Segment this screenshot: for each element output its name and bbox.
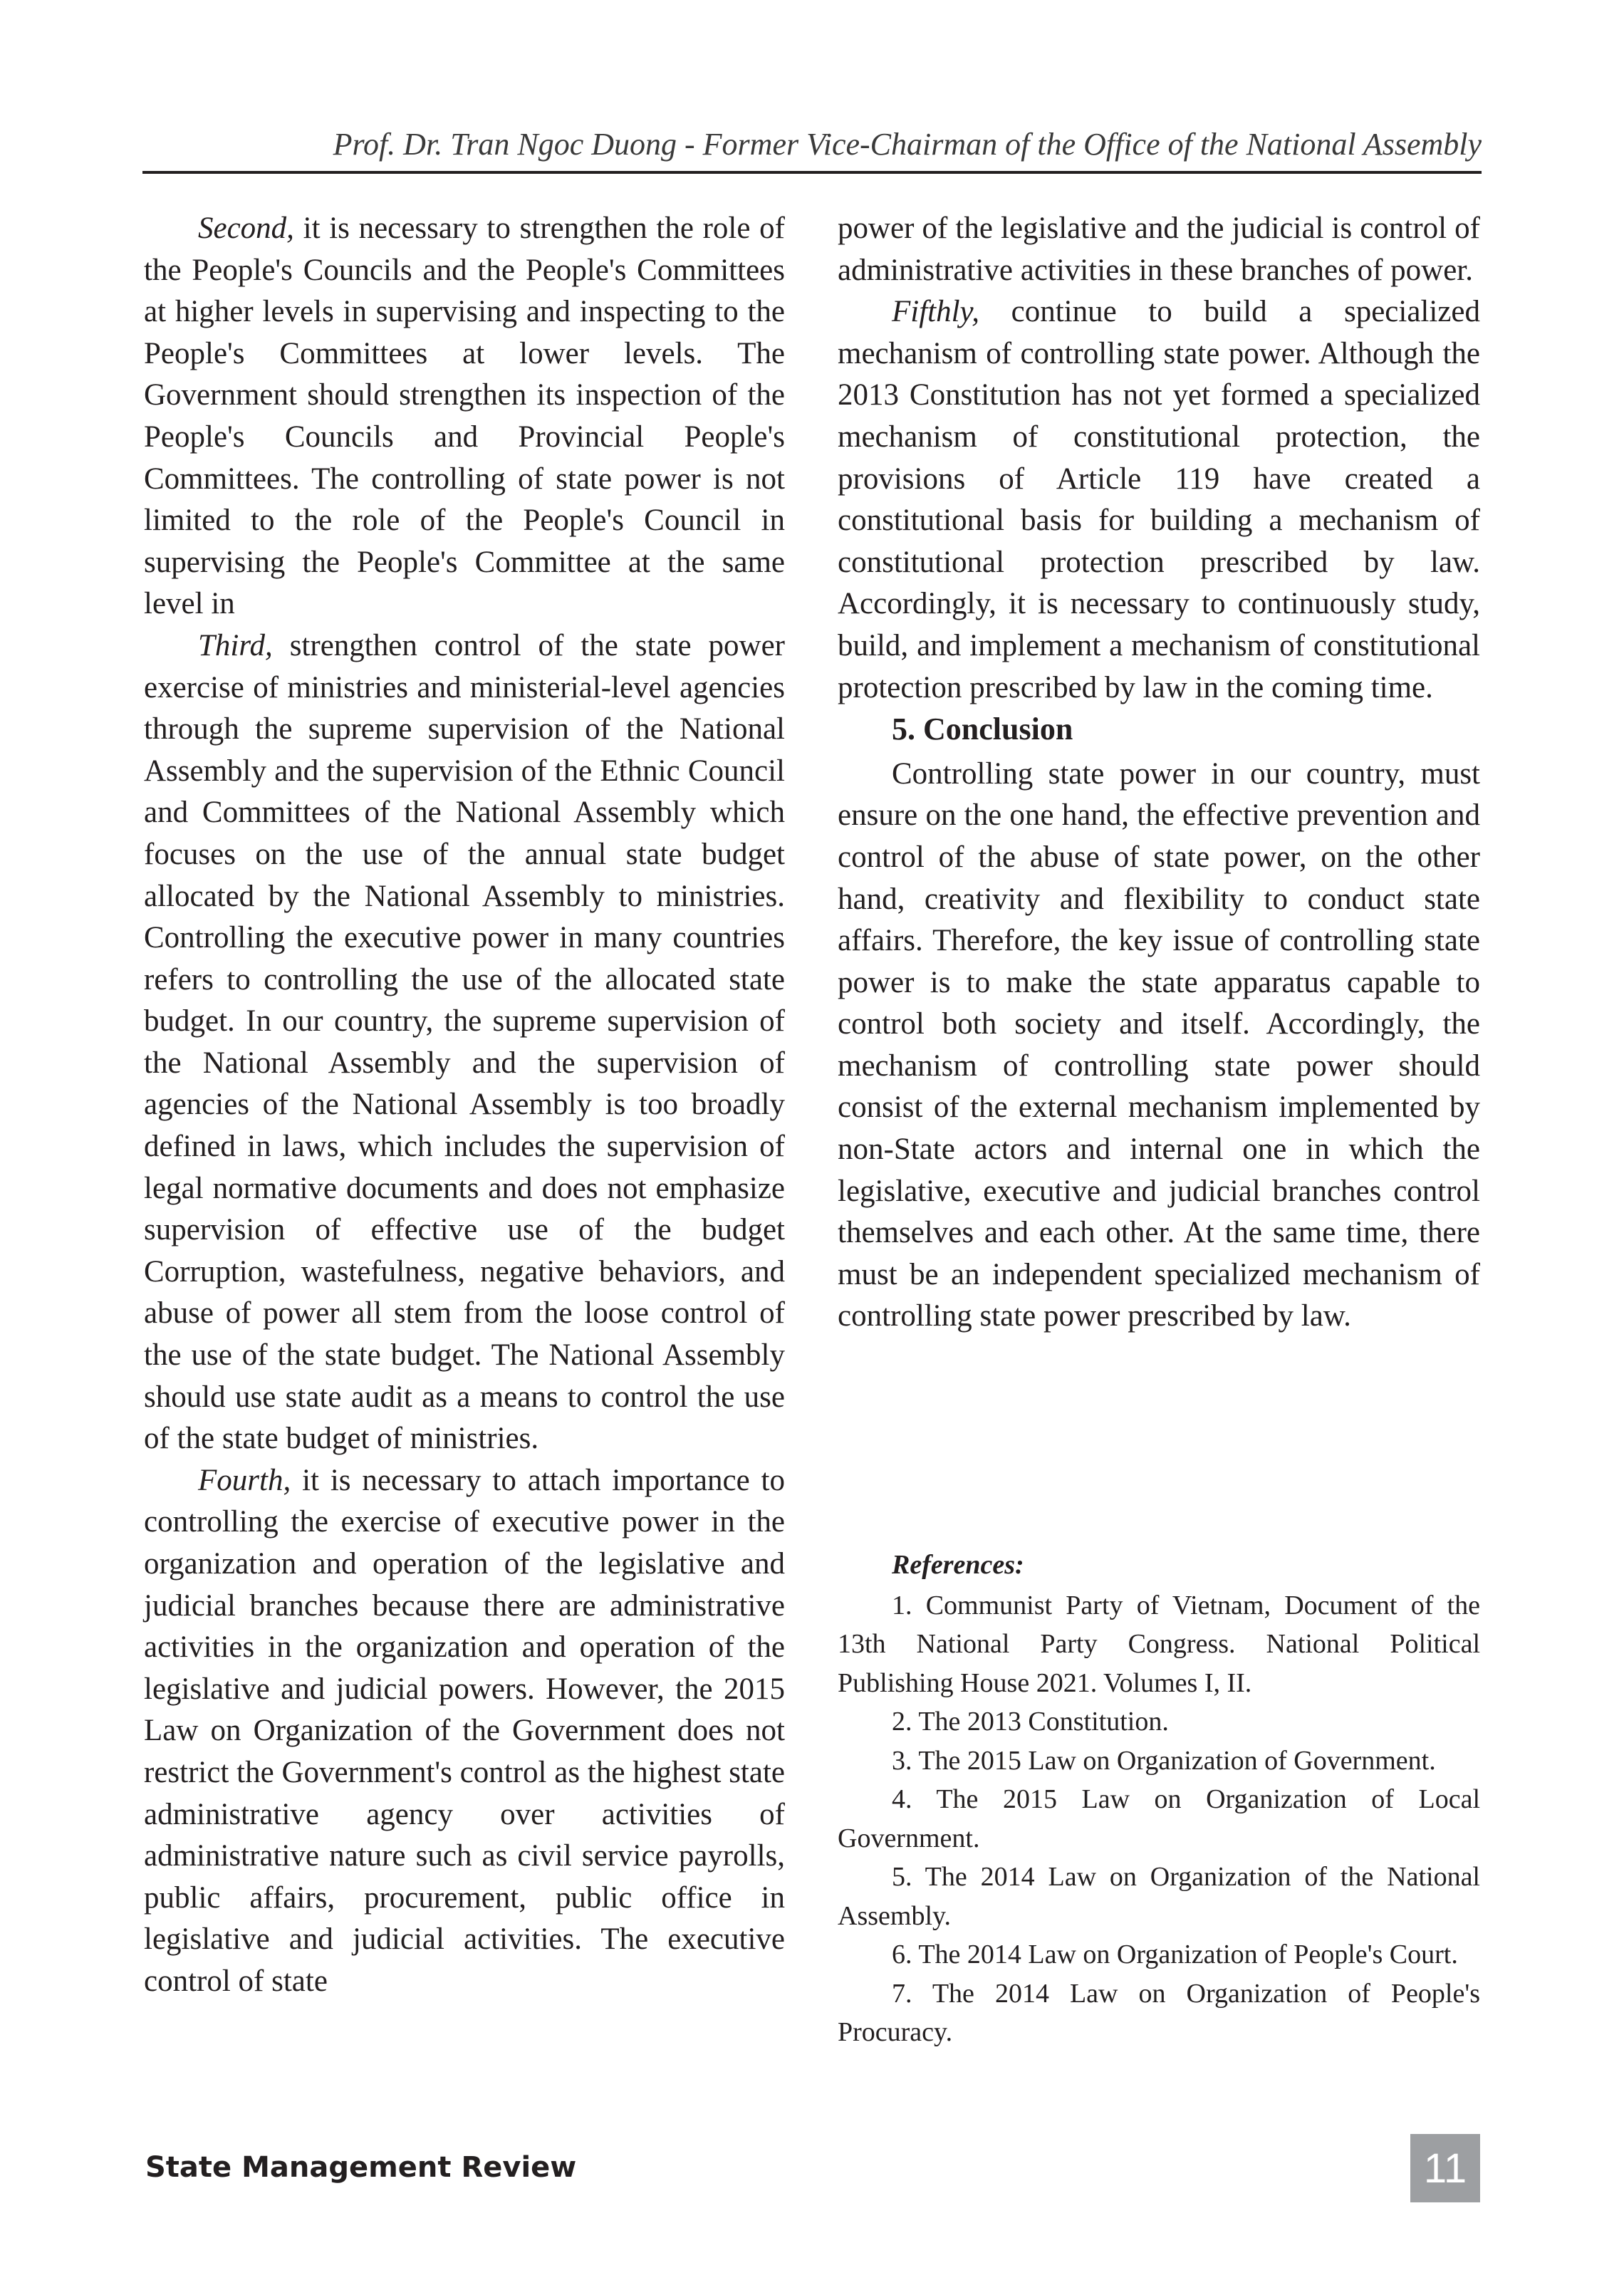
reference-item: 3. The 2015 Law on Organization of Government. xyxy=(892,1745,1436,1776)
paragraph-second xyxy=(144,208,785,625)
paragraph-body: continue to build a specialized mechanism of controlling state power. Although the 2013 Constitution has not yet formed a specialized mechanism of constitutional protection, the provisions of Article 119 have created a constitutional basis for building a mechanism of constitutional protection prescribed by law. Accordingly, it is necessary to continuously study, build, and implement a mechanism of constitutional protection prescribed by law in the coming time. xyxy=(838,295,1480,704)
reference-item: 6. The 2014 Law on Organization of People's Court. xyxy=(892,1940,1458,1969)
paragraph-lead: Fifthly, xyxy=(892,295,980,329)
paragraph-body: it is necessary to attach importance to controlling the exercise of executive power in the organization and operation of the legislative and judicial branches because there are administrative activities in the organization and operation of the legislative and judicial powers. However, the 2015 Law on Organization of the Government does not restrict the Government's control as the highest state administrative agency over activities of administrative nature such as civil service payrolls, public affairs, procurement, public office in legislative and judicial activities. The executive control of state xyxy=(144,1463,785,1998)
paragraph-body: it is necessary to strengthen the role of the People's Councils and the People's Committees at higher levels in supervising and inspecting to the People's Committees at lower levels. The Government should strengthen its inspection of the People's Councils and Provincial People's Committees. The controlling of state power is not limited to the role of the People's Council in supervising the People's Committee at the same level in xyxy=(144,212,785,621)
page-number-box xyxy=(1410,2134,1480,2202)
reference-item: 5. The 2014 Law on Organization of the National Assembly. xyxy=(838,1862,1480,1931)
running-header xyxy=(142,120,1482,174)
references-heading: References: xyxy=(892,1550,1024,1580)
paragraph-conclusion: Controlling state power in our country, must ensure on the one hand, the effective prevention and control of the abuse of state power, on the other hand, creativity and flexibility to conduct state affairs. Therefore, the key issue of controlling state power is to make the state apparatus capable to control both society and itself. Accordingly, the mechanism of controlling state power should consist of the external mechanism implemented by non-State actors and internal one in which the legislative, executive and judicial branches control themselves and each other. At the same time, there must be an independent specialized mechanism of controlling state power prescribed by law. xyxy=(838,756,1480,1333)
page-number: 11 xyxy=(1423,2145,1467,2192)
section-heading-conclusion: 5. Conclusion xyxy=(892,712,1073,747)
paragraph-fourth xyxy=(144,1460,785,2003)
reference-item: 2. The 2013 Constitution. xyxy=(892,1707,1169,1737)
paragraph-third xyxy=(144,625,785,1460)
reference-item: 1. Communist Party of Vietnam, Document of the 13th National Party Congress. National Political Publishing House 2021. Volumes I, II. xyxy=(838,1590,1480,1698)
paragraph-lead: Fourth, xyxy=(198,1463,291,1497)
reference-item: 4. The 2015 Law on Organization of Local Government. xyxy=(838,1784,1480,1853)
paragraph-body: strengthen control of the state power exercise of ministries and ministerial-level agencies through the supreme supervision of the National Assembly and the supervision of the Ethnic Council and Committees of the National Assembly which focuses on the use of the annual state budget allocated by the National Assembly to ministries. Controlling the executive power in many countries refers to controlling the use of the allocated state budget. In our country, the supreme supervision of the National Assembly and the supervision of agencies of the National Assembly is too broadly defined in laws, which includes the supervision of legal normative documents and does not emphasize supervision of effective use of the budget Corruption, wastefulness, negative behaviors, and abuse of power all stem from the loose control of the use of the state budget. The National Assembly should use state audit as a means to control the use of the state budget of ministries. xyxy=(144,628,785,1456)
references-section xyxy=(838,1546,1480,2052)
journal-name: State Management Review xyxy=(145,2151,577,2184)
paragraph-lead: Second, xyxy=(198,212,294,245)
left-column xyxy=(144,208,785,2003)
reference-item: 7. The 2014 Law on Organization of People's Procuracy. xyxy=(838,1978,1480,2047)
running-head-text: Prof. Dr. Tran Ngoc Duong - Former Vice-Chairman of the Office of the National Assembly xyxy=(333,127,1482,162)
paragraph-lead: Third, xyxy=(198,628,273,662)
paragraph-fifthly xyxy=(838,291,1480,709)
paragraph-continued: power of the legislative and the judicial is control of administrative activities in these branches of power. xyxy=(838,212,1480,287)
right-column xyxy=(838,208,1480,1338)
